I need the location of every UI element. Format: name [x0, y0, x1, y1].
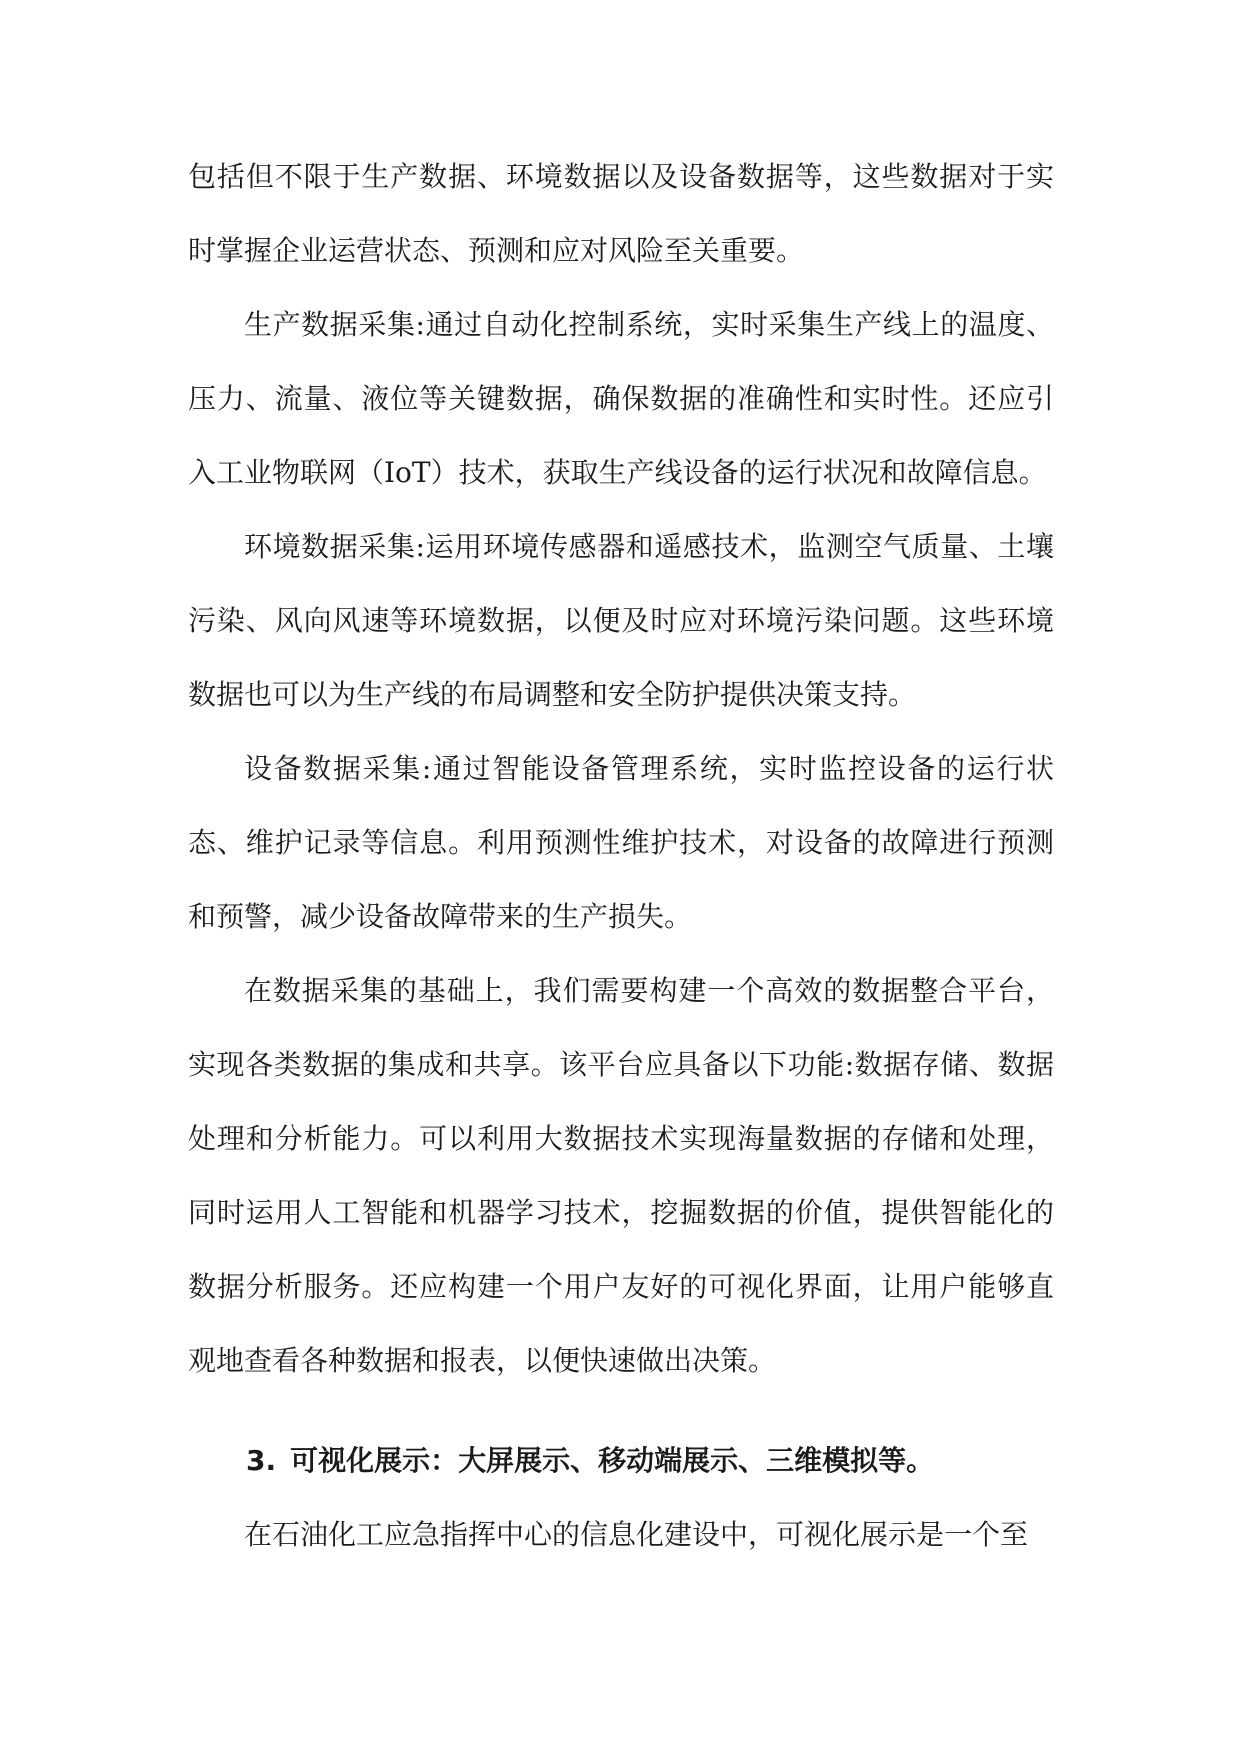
paragraph-production-data: 生产数据采集:通过自动化控制系统，实时采集生产线上的温度、压力、流量、液位等关键数据，确保数据的准确性和实时性。还应引入工业物联网（IoT）技术，获取生产线设备的运行状况和故障信息。 [188, 308, 1054, 489]
section-number: 3. [246, 1444, 277, 1477]
paragraph-data-platform: 在数据采集的基础上，我们需要构建一个高效的数据整合平台，实现各类数据的集成和共享。该平台应具备以下功能:数据存储、数据处理和分析能力。可以利用大数据技术实现海量数据的存储和处理，同时运用人工智能和机器学习技术，挖掘数据的价值，提供智能化的数据分析服务。还应构建一个用户友好的可视化界面，让用户能够直观地查看各种数据和报表，以便快速做出决策。 [188, 974, 1054, 1377]
paragraph-continuation: 包括但不限于生产数据、环境数据以及设备数据等，这些数据对于实时掌握企业运营状态、预测和应对风险至关重要。 [188, 160, 1054, 267]
document-body [188, 140, 1054, 1572]
paragraph-equipment-data: 设备数据采集:通过智能设备管理系统，实时监控设备的运行状态、维护记录等信息。利用预测性维护技术，对设备的故障进行预测和预警，减少设备故障带来的生产损失。 [188, 752, 1054, 933]
section-heading [188, 1424, 1054, 1498]
paragraph-environment-data: 环境数据采集:运用环境传感器和遥感技术，监测空气质量、土壤污染、风向风速等环境数据，以便及时应对环境污染问题。这些环境数据也可以为生产线的布局调整和安全防护提供决策支持。 [188, 530, 1054, 711]
paragraph-visualization-intro: 在石油化工应急指挥中心的信息化建设中，可视化展示是一个至 [244, 1518, 1029, 1551]
section-title: 可视化展示：大屏展示、移动端展示、三维模拟等。 [290, 1444, 935, 1477]
